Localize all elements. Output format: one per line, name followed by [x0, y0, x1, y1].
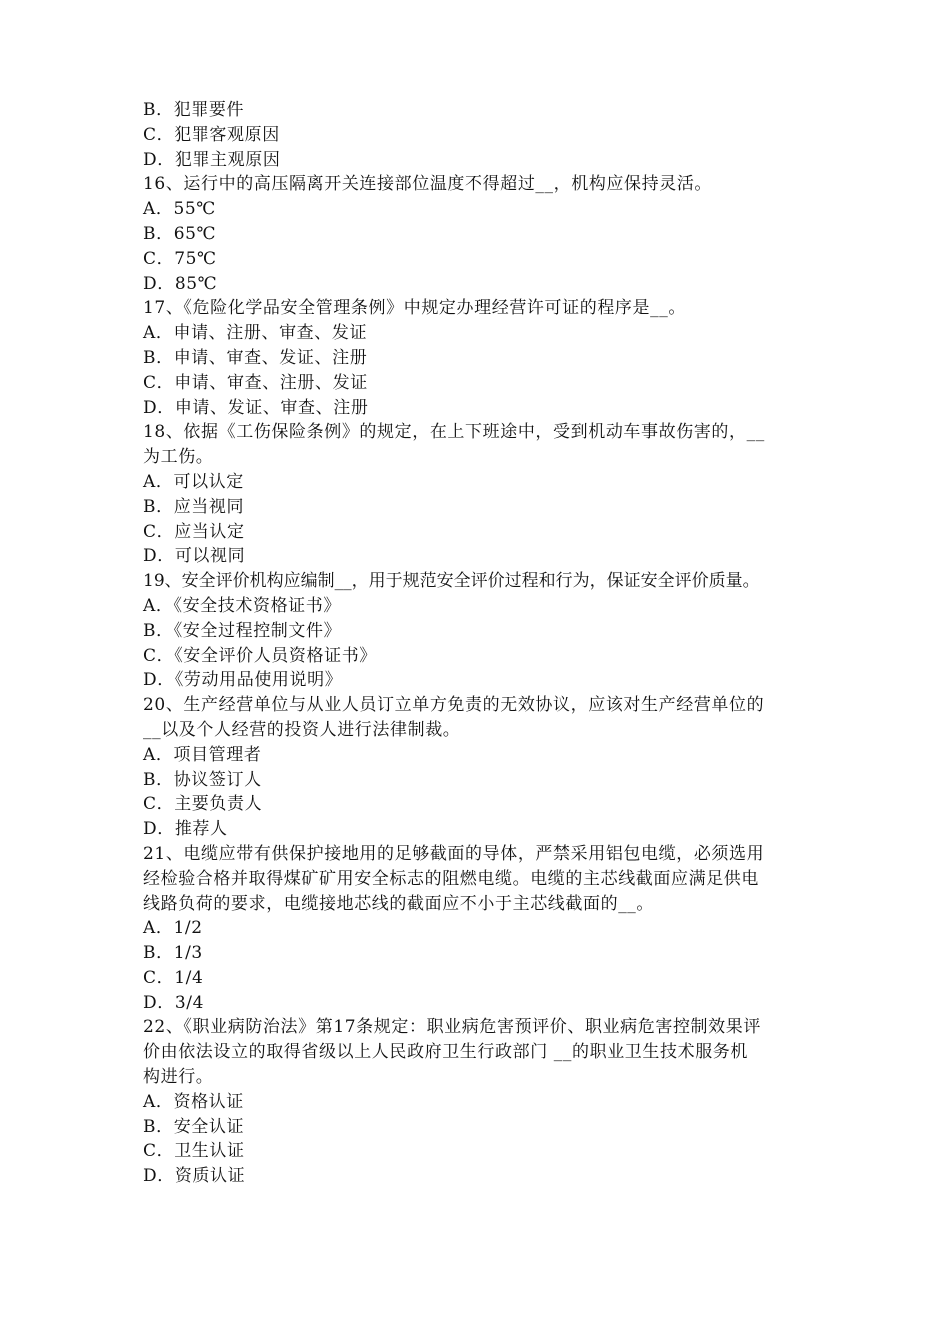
- question-22-line-3: 构进行。: [143, 1067, 214, 1088]
- question-22-line-1: 22、《职业病防治法》第17条规定：职业病危害预评价、职业病危害控制效果评: [143, 1017, 761, 1038]
- question-21-line-2: 经检验合格并取得煤矿矿用安全标志的阻燃电缆。电缆的主芯线截面应满足供电: [143, 868, 759, 889]
- option-d-q21: D．3/4: [143, 992, 204, 1013]
- option-b-q16: B．65℃: [143, 223, 217, 244]
- option-b-q20: B．协议签订人: [143, 769, 262, 790]
- option-d-q22: D．资质认证: [143, 1166, 246, 1187]
- option-c-q20: C．主要负责人: [143, 794, 263, 815]
- option-d-q19: D．《劳动用品使用说明》: [143, 670, 343, 691]
- option-a-q19: A．《安全技术资格证书》: [143, 595, 341, 616]
- option-a-q20: A．项目管理者: [143, 744, 262, 765]
- option-c-q16: C．75℃: [143, 248, 217, 269]
- option-a-q16: A．55℃: [143, 199, 216, 220]
- question-18-line-1: 18、依据《工伤保险条例》的规定，在上下班途中，受到机动车事故伤害的，__: [143, 422, 765, 443]
- option-d-q18: D．可以视同: [143, 546, 246, 567]
- option-d-q17: D．申请、发证、审查、注册: [143, 397, 369, 418]
- option-b-q22: B．安全认证: [143, 1116, 245, 1137]
- option-c-q17: C．申请、审查、注册、发证: [143, 372, 368, 393]
- document-page: [143, 98, 815, 1189]
- question-20-line-2: __以及个人经营的投资人进行法律制裁。: [143, 719, 461, 740]
- option-c-q19: C．《安全评价人员资格证书》: [143, 645, 377, 666]
- option-b-q19: B．《安全过程控制文件》: [143, 620, 342, 641]
- question-21-line-3: 线路负荷的要求，电缆接地芯线的截面应不小于主芯线截面的__。: [143, 893, 654, 914]
- option-c-q22: C．卫生认证: [143, 1141, 245, 1162]
- option-b-q15: B．犯罪要件: [143, 100, 245, 120]
- option-b-q18: B．应当视同: [143, 496, 245, 517]
- option-a-q18: A．可以认定: [143, 471, 244, 492]
- question-17: 17、《危险化学品安全管理条例》中规定办理经营许可证的程序是__。: [143, 298, 686, 319]
- question-21-line-1: 21、电缆应带有供保护接地用的足够截面的导体，严禁采用铝包电缆，必须选用: [143, 843, 765, 864]
- question-16: 16、运行中的高压隔离开关连接部位温度不得超过__，机构应保持灵活。: [143, 174, 713, 195]
- option-c-q21: C．1/4: [143, 967, 204, 988]
- question-19: 19、安全评价机构应编制__，用于规范安全评价过程和行为，保证安全评价质量。: [143, 571, 760, 592]
- question-20-line-1: 20、生产经营单位与从业人员订立单方免责的无效协议，应该对生产经营单位的: [143, 695, 765, 716]
- question-22-line-2: 价由依法设立的取得省级以上人民政府卫生行政部门 __的职业卫生技术服务机: [143, 1042, 749, 1063]
- option-c-q15: C．犯罪客观原因: [143, 124, 280, 145]
- option-a-q22: A．资格认证: [143, 1091, 244, 1112]
- option-d-q15: D．犯罪主观原因: [143, 149, 281, 170]
- option-b-q17: B．申请、审查、发证、注册: [143, 347, 368, 368]
- option-a-q21: A．1/2: [143, 918, 203, 939]
- option-b-q21: B．1/3: [143, 943, 203, 964]
- option-a-q17: A．申请、注册、审查、发证: [143, 323, 368, 344]
- question-18-line-2: 为工伤。: [143, 447, 214, 468]
- option-d-q20: D．推荐人: [143, 819, 228, 840]
- option-d-q16: D．85℃: [143, 273, 218, 294]
- option-c-q18: C．应当认定: [143, 521, 245, 542]
